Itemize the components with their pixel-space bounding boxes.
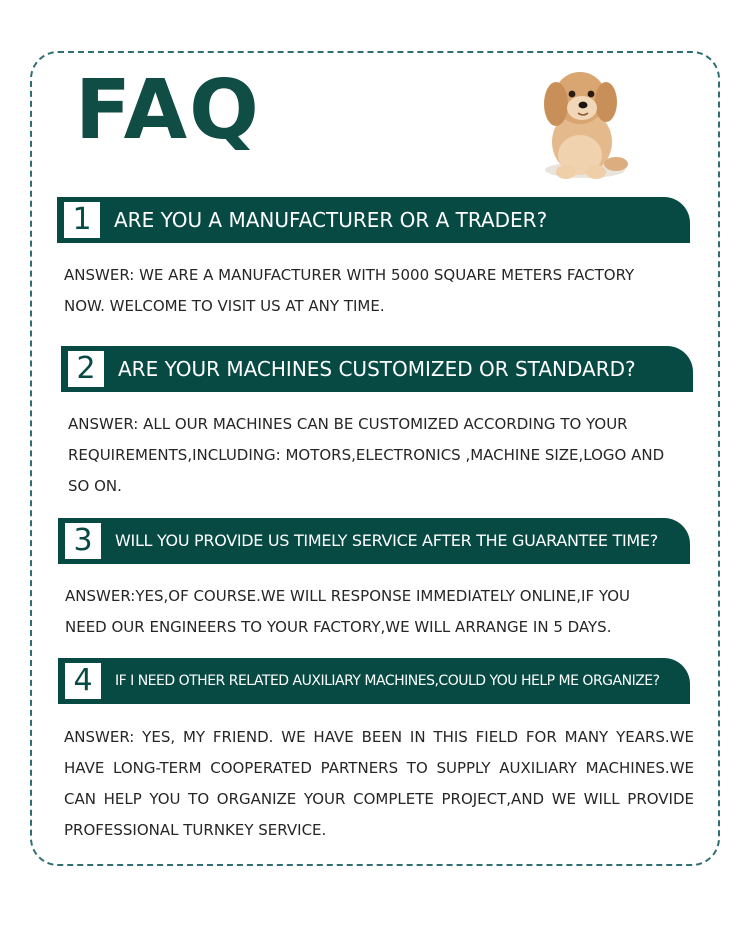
question-bar-3 bbox=[58, 518, 690, 564]
question-number-1: 1 bbox=[64, 202, 100, 238]
question-text-1: ARE YOU A MANUFACTURER OR A TRADER? bbox=[114, 208, 548, 232]
puppy-image bbox=[530, 60, 640, 185]
answer-text-1: ANSWER: WE ARE A MANUFACTURER WITH 5000 SQUARE METERS FACTORY NOW. WELCOME TO VISIT US AT ANY TIME. bbox=[64, 266, 635, 315]
answer-text-4: ANSWER: YES, MY FRIEND. WE HAVE BEEN IN THIS FIELD FOR MANY YEARS.WE HAVE LONG-TERM COOPERATED PARTNERS TO SUPPLY AUXILIARY MACHINES.WE CAN HELP YOU TO ORGANIZE YOUR COMPLETE PROJECT,AND WE WILL PROVIDE PROFESSIONAL TURNKEY SERVICE. bbox=[64, 728, 694, 839]
answer-text-3: ANSWER:YES,OF COURSE.WE WILL RESPONSE IMMEDIATELY ONLINE,IF YOU NEED OUR ENGINEERS TO YOUR FACTORY,WE WILL ARRANGE IN 5 DAYS. bbox=[65, 587, 630, 636]
question-number-3: 3 bbox=[65, 523, 101, 559]
question-text-3: WILL YOU PROVIDE US TIMELY SERVICE AFTER THE GUARANTEE TIME? bbox=[115, 531, 658, 550]
question-text-4: IF I NEED OTHER RELATED AUXILIARY MACHINES,COULD YOU HELP ME ORGANIZE? bbox=[115, 673, 660, 689]
page-title: FAQ bbox=[75, 63, 261, 158]
question-number-4: 4 bbox=[65, 663, 101, 699]
question-bar-4 bbox=[58, 658, 690, 704]
question-bar-1 bbox=[57, 197, 690, 243]
question-text-2: ARE YOUR MACHINES CUSTOMIZED OR STANDARD? bbox=[118, 357, 636, 381]
question-bar-2 bbox=[61, 346, 693, 392]
question-number-2: 2 bbox=[68, 351, 104, 387]
answer-text-2: ANSWER: ALL OUR MACHINES CAN BE CUSTOMIZED ACCORDING TO YOUR REQUIREMENTS,INCLUDING: MOTORS,ELECTRONICS ,MACHINE SIZE,LOGO AND SO ON. bbox=[68, 415, 665, 495]
